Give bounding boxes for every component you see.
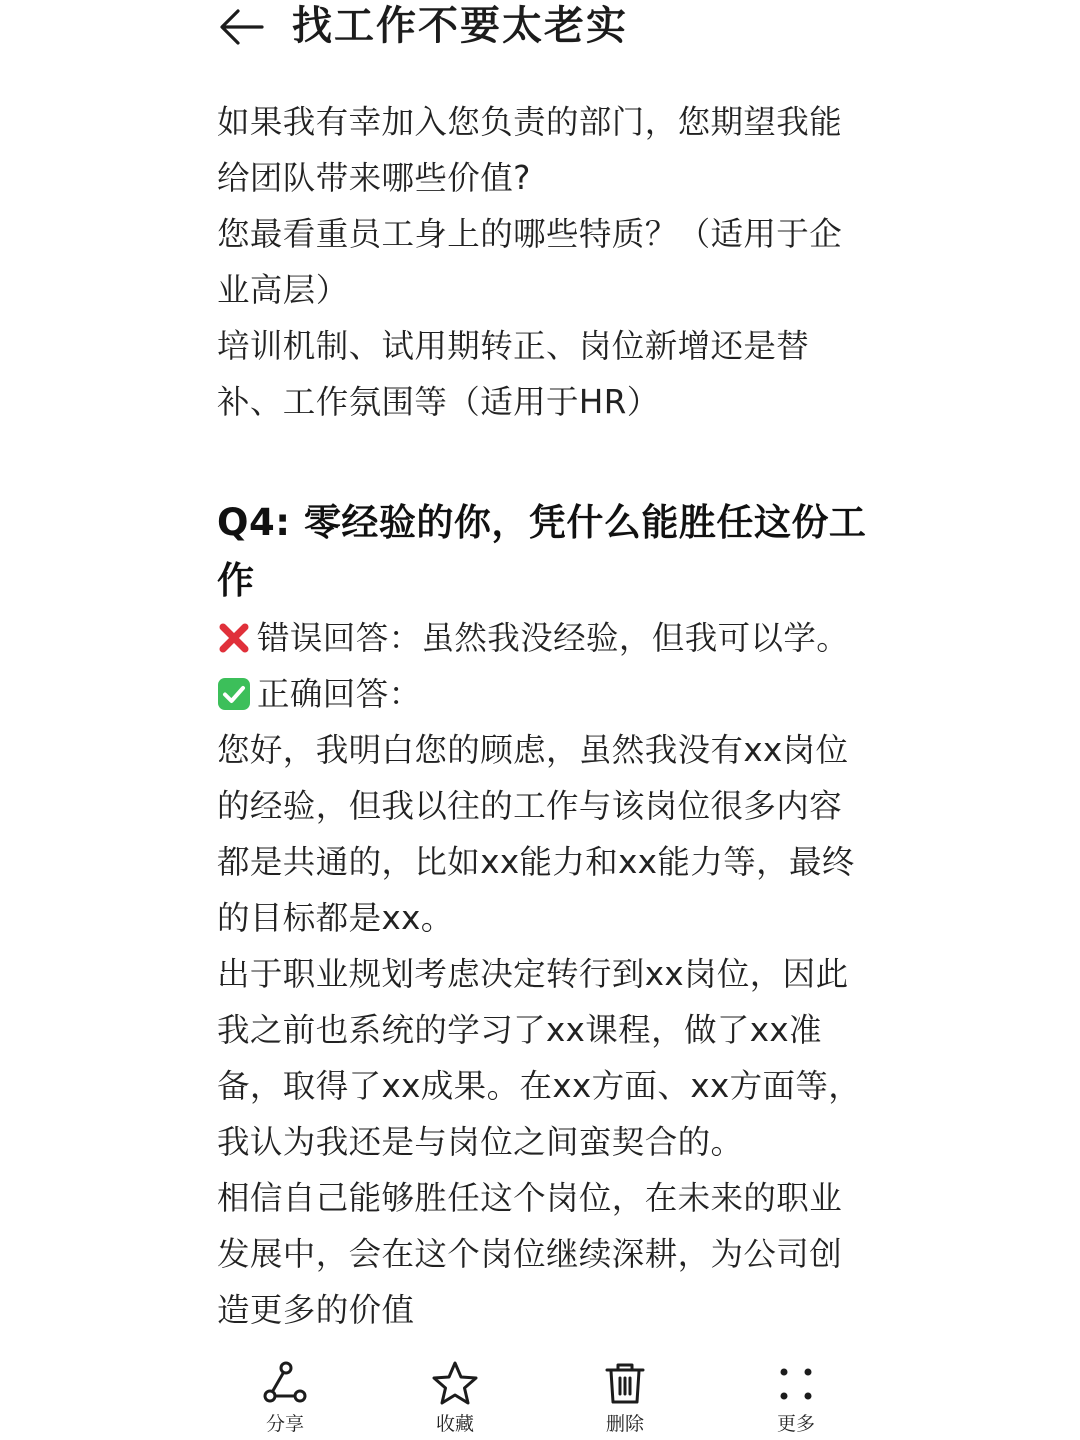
favorite-label: 收藏 bbox=[435, 1413, 474, 1435]
share-icon bbox=[259, 1358, 311, 1410]
check-mark-icon bbox=[217, 677, 251, 711]
question-heading: Q4: 零经验的你，凭什么能胜任这份工作 bbox=[217, 501, 867, 602]
header-bar bbox=[0, 0, 1080, 60]
note-content bbox=[217, 94, 867, 1338]
right-answer-line bbox=[217, 666, 867, 722]
section-spacer bbox=[217, 430, 867, 494]
answer-paragraph: 您好，我明白您的顾虑，虽然我没有xx岗位的经验，但我以往的工作与该岗位很多内容都是共通的，比如xx能力和xx能力等，最终的目标都是xx。 bbox=[217, 731, 855, 937]
star-icon bbox=[429, 1358, 481, 1410]
intro-paragraph: 如果我有幸加入您负责的部门，您期望我能给团队带来哪些价值? bbox=[217, 103, 843, 197]
page-title: 找工作不要太老实 bbox=[292, 3, 628, 49]
back-button[interactable] bbox=[212, 2, 270, 52]
share-button[interactable] bbox=[225, 1352, 345, 1440]
arrow-left-icon bbox=[212, 2, 270, 52]
favorite-button[interactable] bbox=[395, 1352, 515, 1440]
wrong-answer-line bbox=[217, 610, 867, 666]
wrong-answer-text: 错误回答：虽然我没经验，但我可以学。 bbox=[257, 619, 850, 657]
trash-icon bbox=[599, 1358, 651, 1410]
answer-paragraph: 出于职业规划考虑决定转行到xx岗位，因此我之前也系统的学习了xx课程，做了xx准备，取得了xx成果。在xx方面、xx方面等，我认为我还是与岗位之间蛮契合的。 bbox=[217, 955, 862, 1161]
answer-paragraph: 相信自己能够胜任这个岗位，在未来的职业发展中，会在这个岗位继续深耕，为公司创造更多的价值 bbox=[217, 1179, 843, 1329]
intro-paragraph: 培训机制、试用期转正、岗位新增还是替补、工作氛围等（适用于HR） bbox=[217, 327, 810, 421]
bottom-toolbar bbox=[0, 1352, 1080, 1440]
right-answer-text: 正确回答： bbox=[257, 675, 422, 713]
delete-button[interactable] bbox=[565, 1352, 685, 1440]
intro-paragraph: 您最看重员工身上的哪些特质？（适用于企业高层） bbox=[217, 215, 843, 309]
share-label: 分享 bbox=[265, 1413, 304, 1435]
cross-mark-icon bbox=[217, 621, 251, 655]
more-dots-icon bbox=[770, 1358, 822, 1410]
delete-label: 删除 bbox=[605, 1413, 644, 1435]
more-button[interactable] bbox=[736, 1352, 856, 1440]
more-label: 更多 bbox=[776, 1413, 815, 1435]
